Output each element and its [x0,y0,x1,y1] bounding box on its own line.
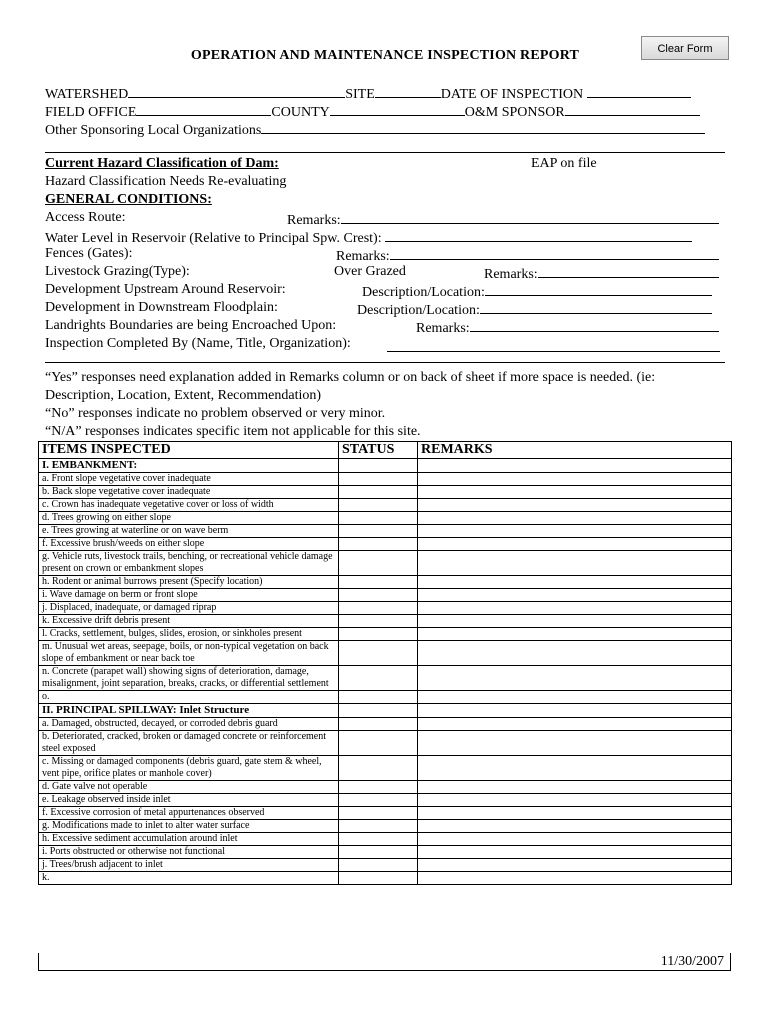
table-row [39,731,732,756]
item-label: d. Trees growing on either slope [39,512,339,525]
section-heading: I. EMBANKMENT: [39,459,339,473]
water-level-field[interactable] [385,227,692,242]
watershed-label: WATERSHED [45,87,129,102]
status-cell[interactable] [339,820,418,833]
remarks-cell[interactable] [418,512,732,525]
remarks-cell[interactable] [418,551,732,576]
status-cell[interactable] [339,576,418,589]
item-label: a. Damaged, obstructed, decayed, or corroded debris guard [39,718,339,731]
table-row [39,820,732,833]
status-cell[interactable] [339,499,418,512]
divider [45,362,725,363]
status-cell[interactable] [339,538,418,551]
status-cell[interactable] [339,641,418,666]
remarks-cell[interactable] [418,525,732,538]
table-row [39,551,732,576]
status-cell[interactable] [339,615,418,628]
table-row [39,473,732,486]
remarks-cell[interactable] [418,820,732,833]
instruction-yes-2: Description, Location, Extent, Recommendation) [45,388,322,403]
remarks-cell[interactable] [418,872,732,885]
items-inspected-header: ITEMS INSPECTED [39,442,339,459]
item-label: e. Leakage observed inside inlet [39,794,339,807]
item-label: c. Missing or damaged components (debris guard, gate stem & wheel, vent pipe, orifice plates or manhole cover) [39,756,339,781]
clear-form-button[interactable]: Clear Form [641,36,729,60]
item-label: j. Displaced, inadequate, or damaged riprap [39,602,339,615]
revision-date: 11/30/2007 [660,954,724,969]
item-label: j. Trees/brush adjacent to inlet [39,859,339,872]
fences-remarks: Remarks: [336,245,719,266]
remarks-cell[interactable] [418,731,732,756]
item-label: l. Cracks, settlement, bulges, slides, erosion, or sinkholes present [39,628,339,641]
site-label: SITE [345,87,375,102]
fences-label: Fences (Gates): [45,246,133,261]
remarks-header: REMARKS [418,442,732,459]
status-cell[interactable] [339,551,418,576]
over-grazed-label: Over Grazed [334,264,406,279]
field-office-field[interactable] [136,101,271,116]
item-label: i. Wave damage on berm or front slope [39,589,339,602]
table-row [39,615,732,628]
status-cell[interactable] [339,756,418,781]
county-field[interactable] [330,101,465,116]
item-label: o. [39,691,339,704]
remarks-cell [418,704,732,718]
status-cell[interactable] [339,718,418,731]
access-route-label: Access Route: [45,210,126,225]
item-label: e. Trees growing at waterline or on wave berm [39,525,339,538]
instruction-yes-1: “Yes” responses need explanation added in Remarks column or on back of sheet if more space is needed. (ie: [45,370,656,385]
table-row [39,781,732,794]
item-label: k. Excessive drift debris present [39,615,339,628]
table-row [39,589,732,602]
header-row-2 [45,101,700,119]
field-office-label: FIELD OFFICE [45,105,137,120]
table-row [39,807,732,820]
site-field[interactable] [375,83,441,98]
header-row-1 [45,83,691,101]
remarks-cell[interactable] [418,473,732,486]
remarks-cell [418,459,732,473]
table-header-row [39,442,732,459]
remarks-cell[interactable] [418,846,732,859]
item-label: g. Modifications made to inlet to alter water surface [39,820,339,833]
dev-upstream-field[interactable] [485,281,712,296]
status-cell[interactable] [339,807,418,820]
remarks-cell[interactable] [418,486,732,499]
remarks-cell[interactable] [418,538,732,551]
page-title: OPERATION AND MAINTENANCE INSPECTION REPORT [190,48,580,63]
divider [45,152,725,153]
general-conditions-heading: GENERAL CONDITIONS: [45,192,212,207]
table-row [39,602,732,615]
hazard-reevaluate-label: Hazard Classification Needs Re-evaluating [45,174,287,189]
dev-downstream-label: Development in Downstream Floodplain: [45,300,278,315]
remarks-cell[interactable] [418,615,732,628]
completed-by-field[interactable] [387,337,720,352]
om-sponsor-field[interactable] [565,101,700,116]
remarks-cell[interactable] [418,589,732,602]
fences-remarks-field[interactable] [390,245,719,260]
county-label: COUNTY [271,105,330,120]
landrights-remarks: Remarks: [416,317,719,338]
status-cell[interactable] [339,691,418,704]
remarks-cell[interactable] [418,807,732,820]
table-row [39,872,732,885]
hazard-classification-label: Current Hazard Classification of Dam: [45,156,279,171]
status-cell[interactable] [339,602,418,615]
item-label: c. Crown has inadequate vegetative cover or loss of width [39,499,339,512]
table-row [39,576,732,589]
status-cell[interactable] [339,872,418,885]
status-cell[interactable] [339,512,418,525]
livestock-remarks-field[interactable] [538,263,719,278]
item-label: a. Front slope vegetative cover inadequate [39,473,339,486]
item-label: b. Back slope vegetative cover inadequate [39,486,339,499]
remarks-cell[interactable] [418,576,732,589]
completed-by-label: Inspection Completed By (Name, Title, Organization): [45,336,351,351]
table-row [39,666,732,691]
footer [38,953,731,971]
item-label: g. Vehicle ruts, livestock trails, benching, or recreational vehicle damage present on crown or embankment slopes [39,551,339,576]
om-sponsor-label: O&M SPONSOR [464,105,565,120]
table-row [39,859,732,872]
status-header: STATUS [339,442,418,459]
remarks-cell[interactable] [418,602,732,615]
remarks-cell[interactable] [418,691,732,704]
dev-downstream-desc: Description/Location: [357,299,712,320]
access-route-remarks: Remarks: [287,209,719,230]
table-row [39,512,732,525]
status-cell[interactable] [339,628,418,641]
table-row [39,833,732,846]
eap-on-file-label: EAP on file [531,156,597,171]
status-cell [339,704,418,718]
date-of-inspection-field[interactable] [587,83,691,98]
water-level-row: Water Level in Reservoir (Relative to Principal Spw. Crest): [45,227,692,248]
section-row [39,459,732,473]
section-row [39,704,732,718]
remarks-cell[interactable] [418,833,732,846]
table-row [39,718,732,731]
table-row [39,628,732,641]
item-label: n. Concrete (parapet wall) showing signs of deterioration, damage, misalignment, joint separation, breaks, cracks, or differential settlement [39,666,339,691]
remarks-cell[interactable] [418,666,732,691]
remarks-cell[interactable] [418,756,732,781]
livestock-label: Livestock Grazing(Type): [45,264,190,279]
remarks-cell[interactable] [418,781,732,794]
status-cell[interactable] [339,473,418,486]
status-cell[interactable] [339,846,418,859]
dev-upstream-desc: Description/Location: [362,281,712,302]
item-label: f. Excessive brush/weeds on either slope [39,538,339,551]
items-table [38,441,732,885]
status-cell[interactable] [339,486,418,499]
status-cell[interactable] [339,589,418,602]
status-cell[interactable] [339,833,418,846]
table-row [39,525,732,538]
item-label: h. Excessive sediment accumulation around inlet [39,833,339,846]
table-row [39,846,732,859]
item-label: b. Deteriorated, cracked, broken or damaged concrete or reinforcement steel exposed [39,731,339,756]
status-cell [339,459,418,473]
header-row-3 [45,119,705,137]
remarks-cell[interactable] [418,794,732,807]
item-label: d. Gate valve not operable [39,781,339,794]
item-label: i. Ports obstructed or otherwise not functional [39,846,339,859]
livestock-remarks: Remarks: [484,263,719,284]
watershed-field[interactable] [128,83,345,98]
table-row [39,538,732,551]
status-cell[interactable] [339,859,418,872]
item-label: k. [39,872,339,885]
status-cell[interactable] [339,781,418,794]
status-cell[interactable] [339,666,418,691]
status-cell[interactable] [339,794,418,807]
table-row [39,486,732,499]
instruction-na: “N/A” responses indicates specific item not applicable for this site. [45,424,421,439]
status-cell[interactable] [339,525,418,538]
other-orgs-field[interactable] [261,119,705,134]
remarks-cell[interactable] [418,628,732,641]
table-row [39,499,732,512]
remarks-cell[interactable] [418,718,732,731]
access-route-remarks-field[interactable] [341,209,719,224]
item-label: f. Excessive corrosion of metal appurtenances observed [39,807,339,820]
table-row [39,641,732,666]
remarks-cell[interactable] [418,499,732,512]
instruction-no: “No” responses indicate no problem observed or very minor. [45,406,386,421]
item-label: m. Unusual wet areas, seepage, boils, or non-typical vegetation on back slope of embankment or near back toe [39,641,339,666]
table-row [39,756,732,781]
item-label: h. Rodent or animal burrows present (Specify location) [39,576,339,589]
status-cell[interactable] [339,731,418,756]
landrights-label: Landrights Boundaries are being Encroached Upon: [45,318,337,333]
other-orgs-label: Other Sponsoring Local Organizations [45,123,262,138]
dev-downstream-field[interactable] [480,299,712,314]
table-row [39,691,732,704]
landrights-remarks-field[interactable] [470,317,719,332]
dev-upstream-label: Development Upstream Around Reservoir: [45,282,286,297]
remarks-cell[interactable] [418,859,732,872]
table-row [39,794,732,807]
date-of-inspection-label: DATE OF INSPECTION [440,87,584,102]
remarks-cell[interactable] [418,641,732,666]
section-heading: II. PRINCIPAL SPILLWAY: Inlet Structure [39,704,339,718]
